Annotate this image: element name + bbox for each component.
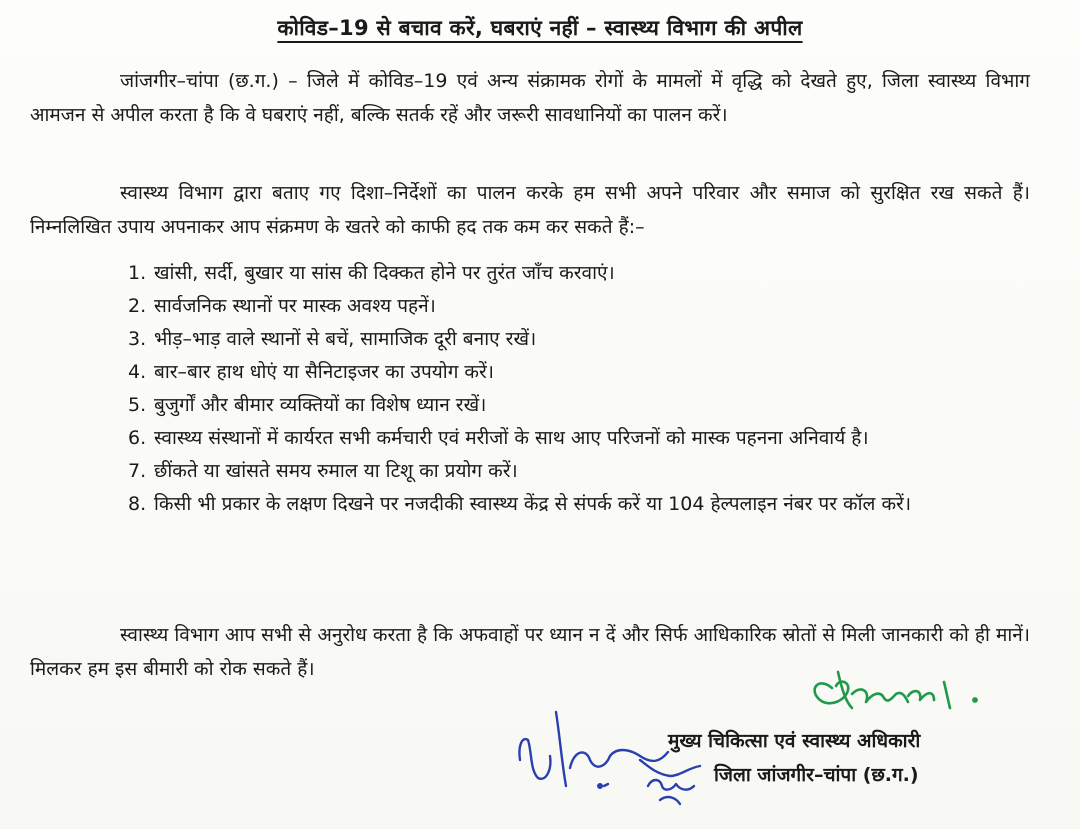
list-item — [128, 423, 1018, 454]
paragraph-intro: जांजगीर–चांपा (छ.ग.) – जिले में कोविड–19 एवं अन्य संक्रामक रोगों के मामलों में वृद्धि को देखते हुए, जिला स्वास्थ्य विभाग आमजन से अपील करता है कि वे घबराएं नहीं, बल्कि सतर्क रहें और जरूरी सावधानियों का पालन करें। — [30, 70, 1030, 126]
list-item-number: 6. — [128, 427, 147, 449]
list-item-number: 4. — [128, 361, 147, 383]
precautions-list — [128, 258, 1018, 520]
list-item-text: बुजुर्गों और बीमार व्यक्तियों का विशेष ध्यान रखें। — [154, 394, 487, 416]
list-item-number: 2. — [128, 295, 147, 317]
list-item-text: छींकते या खांसते समय रुमाल या टिशू का प्रयोग करें। — [154, 460, 518, 482]
list-item — [128, 456, 1018, 487]
paragraph-closing: स्वास्थ्य विभाग आप सभी से अनुरोध करता है कि अफवाहों पर ध्यान न दें और सिर्फ आधिकारिक स्रोतों से मिली जानकारी को ही मानें। मिलकर हम इस बीमारी को रोक सकते हैं। — [30, 624, 1030, 680]
list-item-number: 7. — [128, 460, 147, 482]
list-item — [128, 390, 1018, 421]
document-title-text: कोविड–19 से बचाव करें, घबराएं नहीं – स्वास्थ्य विभाग की अपील — [277, 16, 803, 40]
list-item-text: स्वास्थ्य संस्थानों में कार्यरत सभी कर्मचारी एवं मरीजों के साथ आए परिजनों को मास्क पहनना अनिवार्य है। — [154, 427, 869, 449]
list-item-text: किसी भी प्रकार के लक्षण दिखने पर नजदीकी स्वास्थ्य केंद्र से संपर्क करें या 104 हेल्पलाइन नंबर पर कॉल करें। — [154, 493, 912, 515]
list-item — [128, 357, 1018, 388]
list-item-text: बार–बार हाथ धोएं या सैनिटाइजर का उपयोग करें। — [154, 361, 494, 383]
list-item-number: 3. — [128, 328, 147, 350]
list-item — [128, 324, 1018, 355]
list-item — [128, 489, 1018, 520]
signatory-district: जिला जांजगीर–चांपा (छ.ग.) — [714, 764, 919, 786]
list-item — [128, 291, 1018, 322]
list-item-text: सार्वजनिक स्थानों पर मास्क अवश्य पहनें। — [154, 295, 436, 317]
list-item-text: खांसी, सर्दी, बुखार या सांस की दिक्कत होने पर तुरंत जाँच करवाएं। — [154, 262, 615, 284]
signatory-designation: मुख्य चिकित्सा एवं स्वास्थ्य अधिकारी — [668, 730, 921, 752]
paragraph-guidelines: स्वास्थ्य विभाग द्वारा बताए गए दिशा–निर्देशों का पालन करके हम सभी अपने परिवार और समाज को सुरक्षित रख सकते हैं। निम्नलिखित उपाय अपनाकर आप संक्रमण के खतरे को काफी हद तक कम कर सकते हैं:– — [30, 182, 1030, 238]
list-item-number: 5. — [128, 394, 147, 416]
signatory-block — [668, 724, 920, 792]
list-item-number: 1. — [128, 262, 147, 284]
document-title — [0, 14, 1080, 42]
list-item-number: 8. — [128, 493, 147, 515]
list-item-text: भीड़–भाड़ वाले स्थानों से बचें, सामाजिक दूरी बनाए रखें। — [154, 328, 537, 350]
list-item — [128, 258, 1018, 289]
